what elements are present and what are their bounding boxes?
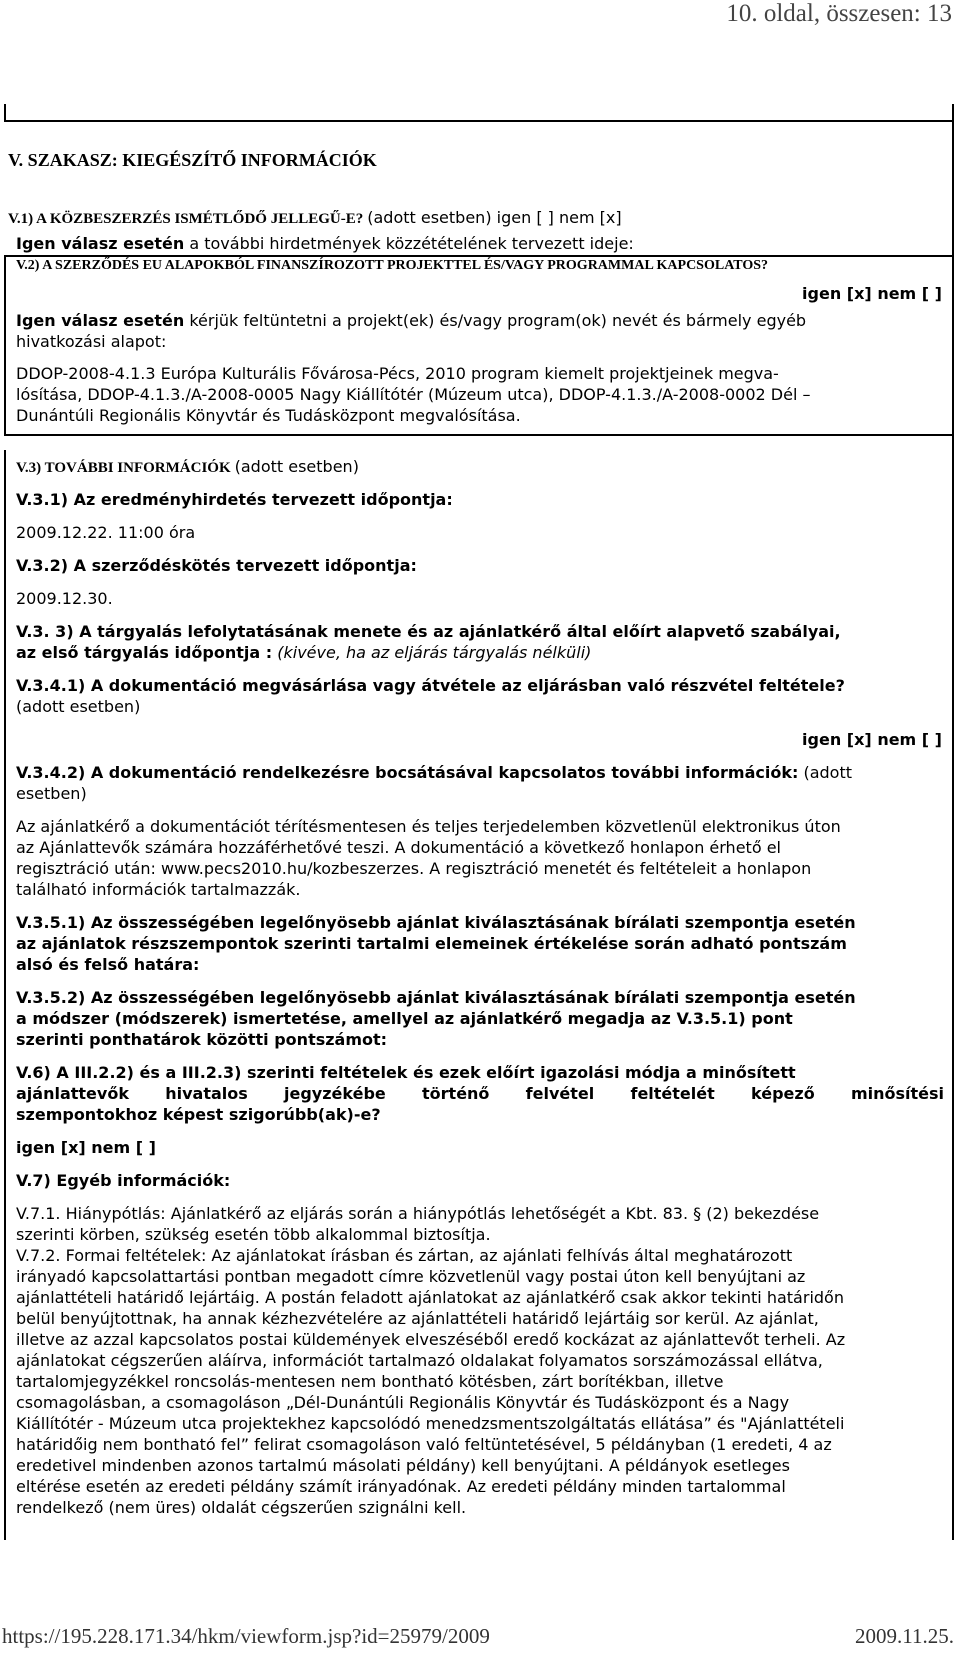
v1-note-bold: Igen válasz esetén xyxy=(16,234,185,253)
v33-l2 xyxy=(16,642,591,663)
v2-note-bold: Igen válasz esetén xyxy=(16,311,185,330)
v7-line: csomagolásban, a csomagoláson „Dél-Dunántúli Regionális Könyvtár és Tudásközpont és a Nagy xyxy=(16,1393,790,1412)
v2-box-top xyxy=(4,255,952,257)
v3-label: V.3) TOVÁBBI INFORMÁCIÓK xyxy=(16,460,231,476)
v2-note-l2: hivatkozási alapot: xyxy=(16,332,167,351)
v7-line: illetve az azzal kapcsolatos postai küldemények elveszéséből eredő kockázat az ajánlattevőt terheli. Az xyxy=(16,1330,846,1349)
v33-l1: V.3. 3) A tárgyalás lefolytatásának menete és az ajánlatkérő által előírt alapvető szabályai, xyxy=(16,622,841,641)
v7-line: eltérése esetén az eredeti példány számít irányadónak. Az eredeti példány minden tartalommal xyxy=(16,1477,786,1496)
footer-url[interactable]: https://195.228.171.34/hkm/viewform.jsp?id=25979/2009 xyxy=(2,1624,490,1648)
v7-line: Kiállítótér - Múzeum utca projektekhez kapcsolódó menedzsmentszolgáltatás ellátása” és "Ajánlattételi xyxy=(16,1414,845,1433)
v2-ref-l2: lósítása, DDOP-4.1.3./A-2008-0005 Nagy Kiállítótér (Múzeum utca), DDOP-4.1.3./A-2008-0002 Dél – xyxy=(16,385,811,404)
v6-l1: V.6) A III.2.2) és a III.2.3) szerinti feltételek és ezek előírt igazolási módja a minősített xyxy=(16,1063,796,1082)
v352-l3: szerinti ponthatárok közötti pontszámot: xyxy=(16,1030,388,1049)
v7-line: rendelkező (nem üres) oldalát cégszerűen szignálni kell. xyxy=(16,1498,467,1517)
v7-line: ajánlatokat cégszerűen aláírva, információt tartalmazó oldalakat folyamatos sorszámozással ellátva, xyxy=(16,1351,823,1370)
v32-label: V.3.2) A szerződéskötés tervezett időpontja: xyxy=(16,556,417,575)
v31-value: 2009.12.22. 11:00 óra xyxy=(16,523,196,542)
v6-l2: ajánlattevők hivatalos jegyzékébe történő felvétel feltételét képező minősítési xyxy=(16,1084,944,1103)
v341-label: V.3.4.1) A dokumentáció megvásárlása vagy átvétele az eljárásban való részvétel feltétele? xyxy=(16,676,845,695)
v342-text-l1: Az ajánlatkérő a dokumentációt térítésmentesen és teljes terjedelemben közvetlenül elektronikus úton xyxy=(16,817,841,836)
v342-text-l4: található információk tartalmazzák. xyxy=(16,880,301,899)
v1-note-text: a további hirdetmények közzétételének tervezett ideje: xyxy=(189,234,634,253)
v2-note-l1 xyxy=(16,310,806,331)
v352-l2: a módszer (módszerek) ismertetése, amellyel az ajánlatkérő megadja az V.3.5.1) pont xyxy=(16,1009,793,1028)
footer-date: 2009.11.25. xyxy=(855,1624,954,1648)
v31-label: V.3.1) Az eredményhirdetés tervezett időpontja: xyxy=(16,490,453,509)
v7-line: V.7.1. Hiánypótlás: Ajánlatkérő az eljárás során a hiánypótlás lehetőségét a Kbt. 83. § (2) bekezdése xyxy=(16,1204,820,1223)
v2-ref-l1: DDOP-2008-4.1.3 Európa Kulturális Fővárosa-Pécs, 2010 program kiemelt projektjeinek megva- xyxy=(16,364,779,383)
v7-line: eredetivel mindenben azonos tartalmú másolati példány) kell benyújtani. A példányok esetleges xyxy=(16,1456,790,1475)
v351-l3: alsó és felső határa: xyxy=(16,955,200,974)
v2-ref-l3: Dunántúli Regionális Könyvtár és Tudásközpont megvalósítása. xyxy=(16,406,521,425)
v7-line: ajánlattételi határidő lejártáig. A postán feladott ajánlatokat az ajánlatkérő csak akkor tekinti határidőn xyxy=(16,1288,844,1307)
v7-line: irányadó kapcsolattartási pontban megadott címre közvetlenül vagy postai úton kell benyújtani az xyxy=(16,1267,806,1286)
v342-label: V.3.4.2) A dokumentáció rendelkezésre bocsátásával kapcsolatos további információk: xyxy=(16,763,799,782)
v351-l2: az ajánlatok részszempontok szerinti tartalmi elemeinek értékelése során adható pontszám xyxy=(16,934,847,953)
v342-text-l2: az Ajánlattevők számára hozzáférhetővé teszi. A dokumentáció a következő honlapon érhető el xyxy=(16,838,781,857)
v7-line: V.7.2. Formai feltételek: Az ajánlatokat írásban és zártan, az ajánlati felhívás által meghatározott xyxy=(16,1246,793,1265)
v341-note: (adott esetben) xyxy=(16,697,141,716)
v7-line: belül benyújtottnak, ha annak kézhezvételére az ajánlattételi határidő lejártáig sor kerül. Az ajánlat, xyxy=(16,1309,819,1328)
frame-top-line xyxy=(4,120,954,122)
section-title: V. SZAKASZ: KIEGÉSZÍTŐ INFORMÁCIÓK xyxy=(8,150,377,170)
v1-label: V.1) A KÖZBESZERZÉS ISMÉTLŐDŐ JELLEGŰ-E? xyxy=(8,211,364,227)
v342-note2: esetben) xyxy=(16,784,87,803)
v7-label: V.7) Egyéb információk: xyxy=(16,1171,231,1190)
v352-l1: V.3.5.2) Az összességében legelőnyösebb ajánlat kiválasztásának bírálati szempontja esetén xyxy=(16,988,856,1007)
v2-box-bottom xyxy=(4,434,952,436)
v33-l2-note: (kivéve, ha az eljárás tárgyalás nélküli) xyxy=(277,643,592,662)
v6-l3: szempontokhoz képest szigorúbb(ak)-e? xyxy=(16,1105,381,1124)
v1-answer: (adott esetben) igen [ ] nem [x] xyxy=(367,208,622,227)
v2-answer: igen [x] nem [ ] xyxy=(802,284,942,303)
v32-value: 2009.12.30. xyxy=(16,589,113,608)
v3-label-note: (adott esetben) xyxy=(234,457,359,476)
v1-note xyxy=(16,233,634,254)
v2-label: V.2) A SZERZŐDÉS EU ALAPOKBÓL FINANSZÍROZOTT PROJEKTTEL ÉS/VAGY PROGRAMMAL KAPCSOLATOS? xyxy=(16,258,769,273)
v6-answer: igen [x] nem [ ] xyxy=(16,1138,156,1157)
v342-label-line xyxy=(16,762,852,783)
v7-line: határidőig nem bontható fel” felirat csomagoláson való feltüntetésével, 5 példányban (1 eredeti, 4 az xyxy=(16,1435,832,1454)
v342-text-l3: regisztráció után: www.pecs2010.hu/kozbeszerzes. A regisztráció menetét és feltételeit a honlapon xyxy=(16,859,812,878)
v1-line xyxy=(8,207,622,228)
v7-line: szerinti körben, szükség esetén több alkalommal biztosítja. xyxy=(16,1225,491,1244)
v351-l1: V.3.5.1) Az összességében legelőnyösebb ajánlat kiválasztásának bírálati szempontja esetén xyxy=(16,913,856,932)
v33-l2-bold: az első tárgyalás időpontja : xyxy=(16,643,273,662)
v2-note-text: kérjük feltüntetni a projekt(ek) és/vagy program(ok) nevét és bármely egyéb xyxy=(189,311,807,330)
v2-box-left xyxy=(4,255,6,435)
v341-answer: igen [x] nem [ ] xyxy=(802,730,942,749)
v7-line: tartalomjegyzékkel roncsolás-mentesen nem bontható kötésben, zárt borítékban, illetve xyxy=(16,1372,724,1391)
frame-right-line xyxy=(952,104,954,1540)
page-number: 10. oldal, összesen: 13 xyxy=(726,0,952,27)
frame-left-line xyxy=(4,450,6,1540)
v3-heading xyxy=(16,456,359,477)
v342-note1: (adott xyxy=(803,763,852,782)
